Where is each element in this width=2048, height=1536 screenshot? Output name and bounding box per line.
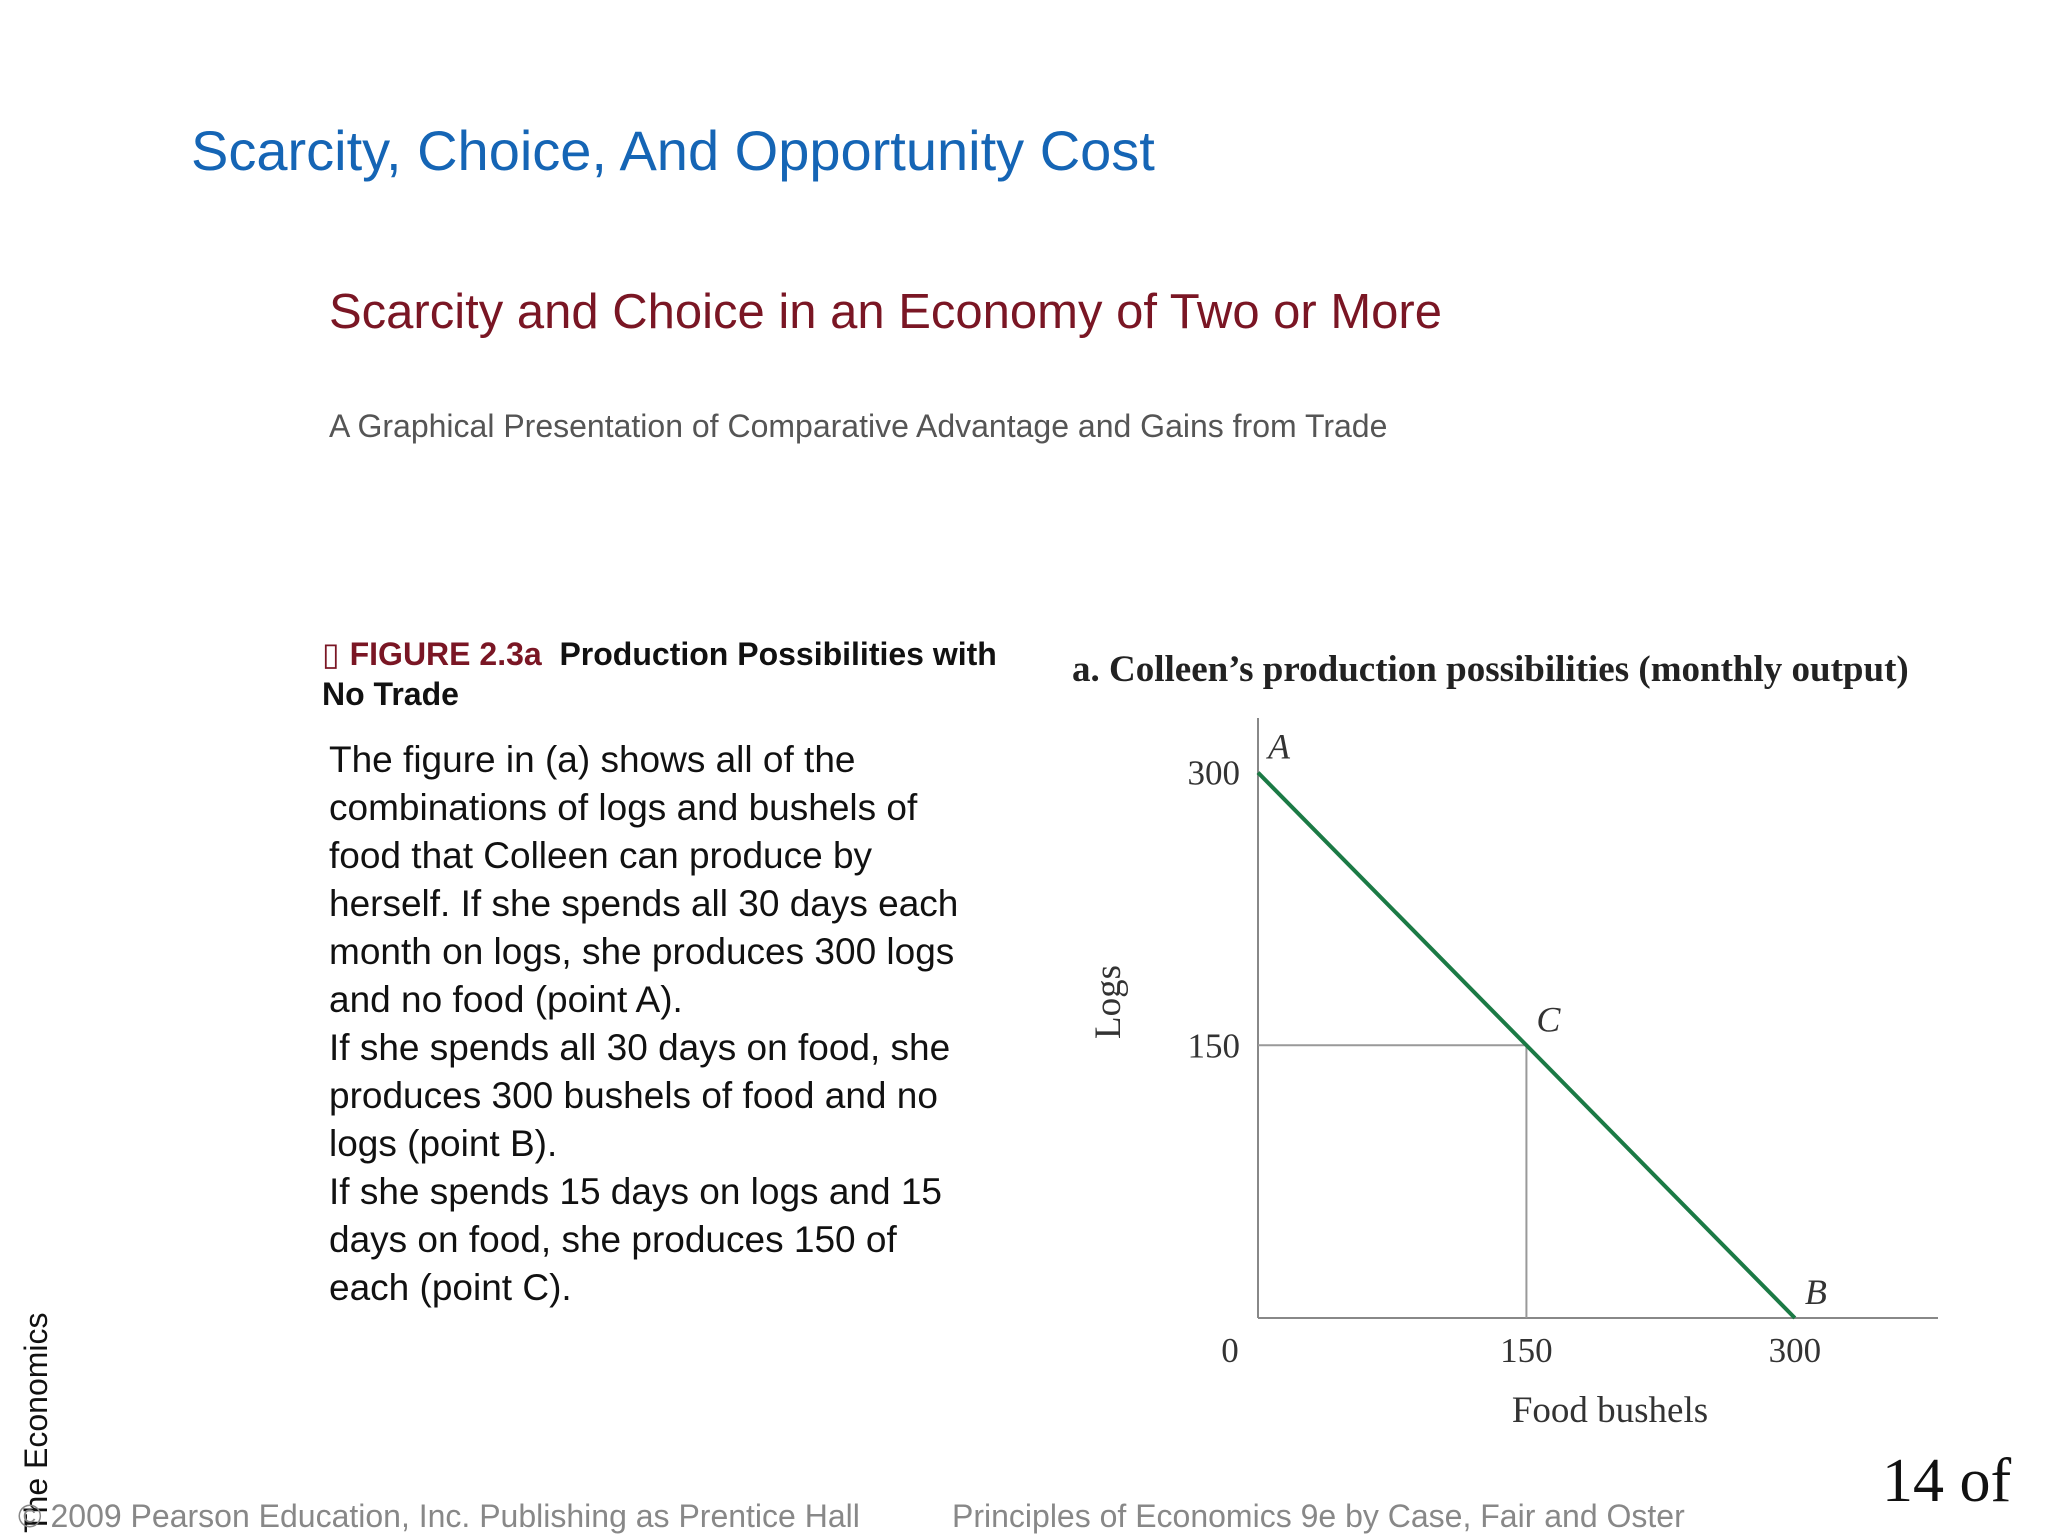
guides-layer	[1258, 1045, 1526, 1318]
side-label: The Economics	[18, 1312, 54, 1533]
x-axis-label: Food bushels	[1511, 1390, 1709, 1431]
slide-title: Scarcity, Choice, And Opportunity Cost	[191, 119, 1155, 182]
y-axis-label: Logs	[1088, 965, 1129, 1039]
y-tick-label: 150	[1187, 1026, 1240, 1066]
x-tick-label: 150	[1500, 1331, 1553, 1370]
ticks-layer	[1188, 754, 1822, 1370]
page-number: 14 of	[1882, 1447, 2012, 1515]
y-tick-label: 300	[1187, 753, 1240, 793]
body-paragraph-3: If she spends 15 days on logs and 15 days on food, she produces 150 of each (point C).	[329, 1171, 942, 1308]
footer-book-title: Principles of Economics 9e by Case, Fair and Oster	[952, 1498, 1685, 1534]
point-label-a: A	[1268, 726, 1290, 767]
figure-caption-text: Production Possibilities with No Trade	[322, 636, 997, 712]
body-paragraph-1: The figure in (a) shows all of the combinations of logs and bushels of food that Colleen can produce by herself. If she spends all 30 days each month on logs, she produces 300 logs and no food (point A).	[329, 739, 959, 1020]
x-tick-label: 0	[1221, 1331, 1239, 1370]
point-label-c: C	[1536, 999, 1561, 1040]
section-subtitle: A Graphical Presentation of Comparative Advantage and Gains from Trade	[329, 408, 1388, 444]
x-tick-label: 300	[1768, 1331, 1822, 1370]
footer-copyright: © 2009 Pearson Education, Inc. Publishing as Prentice Hall	[18, 1498, 860, 1534]
section-title: Scarcity and Choice in an Economy of Two or More	[329, 285, 1443, 339]
point-label-b: B	[1804, 1272, 1827, 1312]
body-paragraph-2: If she spends all 30 days on food, she produces 300 bushels of food and no logs (point B).	[329, 1027, 951, 1164]
point-labels-layer	[1266, 727, 1827, 1312]
chart-title: a. Colleen’s production possibilities (monthly output)	[1072, 649, 1909, 690]
caption-bullet-icon: ▯	[322, 636, 340, 672]
figure-number: FIGURE 2.3a	[349, 636, 542, 672]
